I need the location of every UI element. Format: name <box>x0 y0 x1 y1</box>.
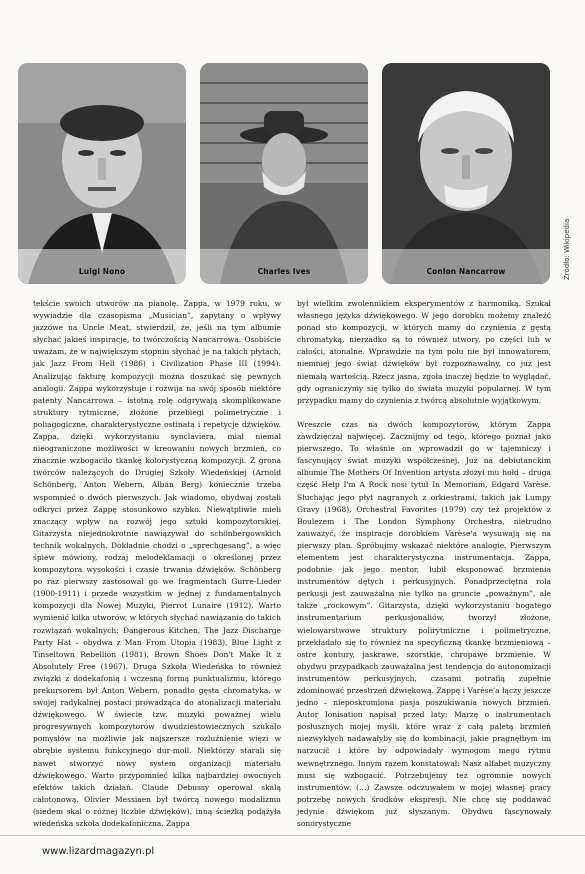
portrait-luigi-nono <box>18 63 186 284</box>
paragraph: Wreszcie czas na dwóch kompozytorów, którym Zappa zawdzięczał najwięcej. Zacznijmy od tego, którego poznał jako pierwszego. To właśnie on wprowadził go w tajemniczy i fascynujący świat muzyki współczesnej. Już na debiutanckim albumie The Mothers Of Invention artysta złożył mu hołd – druga część Help I'm A Rock nosi tytuł In Memoriam, Edgard Varèse. Słuchając jego płyt nagranych z orkiestrami, takich jak Lumpy Gravy (1968), Orchestral Favorites (1979) czy też projektów z Boulezem i The London Symphony Orchestra, nietrudno zauważyć, że inspiracje dorobkiem Varèse'a wysuwają się na pierwszy plan. Spróbujmy wskazać niektóre analogie. Pierwszym elementem jest charakterystyczna instrumentacja. Zappa, podobnie jak jego mentor, lubił eksponować brzmienia instrumentów dętych i perkusyjnych. Ponadprzeciętna rola perkusji jest zauważalna nie tylko na gruncie „poważnym”, ale także „rockowym”. Gitarzysta, dzięki wykorzystaniu bogatego instrumentarium perkusjonaliów, tworzył złożone, wielowarstwowe struktury polirytmiczne i polimetryczne, przekładało się to również na specyficzną tkankę brzmieniową – ostre kontury, jaskrawe, szorstkie, chropawe brzmienie. W obydwu przypadkach zauważalna jest tendencja do autonomizacji instrumentów perkusyjnych, czasami potrafią zupełnie zdominować przestrzeń dźwiękową. Zappę i Varèse'a łączy jeszcze jedno – nieposkromiona pasja poszukiwania nowych brzmień. Autor Ionisation napisał przed laty: Marzę o instrumentach posłusznych mojej myśli, które wraz z całą paletą brzmień niezwykłych nadawałyby się do kombinacji, jakie pragnęłbym im narzucić i które by odpowiadały wymogom mego rytmu wewnętrznego. Innym razem konstatował: Nasz alfabet muzyczny musi się wzbogacić. Potrzebujemy też ogromnie nowych instrumentów. (…) Zawsze odczuwałem w mojej własnej pracy potrzebę nowych środków ekspresji. Nie chcę się poddawać jedynie dźwiękom już słyszanym. Obydwu fascynowały sonorystyczne <box>297 419 551 829</box>
paragraph: był wielkim zwolennikiem eksperymentów z harmoniką. Szukał własnego języka dźwiękowego. W jego dorobku możemy znaleźć ponad sto kompozycji, w których mamy do czynienia z gęstą chromatyką, nierzadko są to również utwory, po części lub w całości, atonalne. Wprawdzie na tym polu nie był innowatorem, niemniej jego świat dźwięków był rozpoznawalny, co już jest niemałą wartością. Rzecz jasna, zgoła inaczej będzie to wyglądać, gdy ograniczymy się tylko do świata muzyki popularnej. W tym przypadku mamy do czynienia z twórcą absolutnie wyjątkowym. <box>297 299 551 405</box>
article-column-right <box>297 298 551 830</box>
portrait-conlon-nancarrow <box>382 63 550 284</box>
paragraph: tekście swoich utworów na pianolę. Zappa, w 1979 roku, w wywiadzie dla czasopisma „Musician”, zapytany o wpływy jazzowe na Uncle Meat, stwierdził, że, jeśli na tym albumie słychać jakieś inspiracje, to twórczością Nancarrowa. Osobiście uważam, że w największym stopniu słychać je na takich płytach, jak Jazz From Hell (1986) i Civilization Phase III (1994). Analizując fakturę kompozycji można doszukać się pewnych analogii. Zappa wykorzystuje i rozwija na swój sposób niektóre patenty Nancarrowa – istotną rolę odgrywają skomplikowane struktury rytmiczne, złożone przebiegi polimetryczne i poliagogiczne, charakterystyczne ostinata i repetycje dźwięków. Zappa, dzięki wykorzystaniu synclaviera, miał niemal nieograniczone możliwości w kreowaniu nowych brzmień, co znacznie wzbogaciło tkankę kolorystyczną kompozycji. Z grona twórców należących do Drugiej Szkoły Wiedeńskiej (Arnold Schönberg, Anton Webern, Alban Berg) koniecznie trzeba wspomnieć o dwóch pierwszych. Jak wiadomo, obydwaj zostali odkryci przez Zappę stosunkowo szybko. Niewątpliwie mieli znaczący wpływ na rozwój jego sztuki kompozytorskiej. Gitarzysta niejednokrotnie nawiązywał do schönbergowskich technik wokalnych. Dokładnie chodzi o „sprechgesang”, a więc śpiew mówiony, rodzaj melodeklamacji o określonej przez kompozytora wysokości i czasie trwania dźwięków. Schönberg po raz pierwszy zastosował go we fragmentach Gurre-Lieder (1900-1911) i przede wszystkim w jednej z fundamentalnych kompozycji dla Nowej Muzyki, Pierrot Lunaire (1912). Warto wymienić kilka utworów, w których słychać nawiązania do takich rozwiązań wokalnych: Dangerous Kitchen, The Jazz Discharge Party Hat – obydwa z Man From Utopia (1983), Blue Light z Tinseltown Rebellion (1981), Brown Shoes Don't Make It z Absolutely Free (1967). Druga Szkoła Wiedeńska to również związki z dodekafonią i wczesną formą punktualizmu, którego prekursorem był Anton Webern, ponadto gęsta chromatyka, w swojej radykalnej postaci prowadząca do atonalizacji materiału dźwiękowego. W świecie tzw. muzyki poważnej wielu progresywnych kompozytorów dwudziestowiecznych szukało pomysłów na możliwie jak najszersze rozluźnienie więzi w obrębie systemu funkcyjnego dur-moll. Niektórzy starali się nawet stworzyć nowy system organizacji materiału dźwiękowego. Warto przypomnieć kilka najbardziej owocnych efektów takich działań. Claude Debussy operował skalą całotonową, Olivier Messiaen był twórcą nowego modalizmu (siedem skal o różnej liczbie dźwięków), inną ścieżką podążyła wiedeńska szkoła dodekafoniczna. Zappa <box>33 299 281 829</box>
photo-caption: Charles Ives <box>257 267 311 276</box>
footer-url[interactable]: www.lizardmagazyn.pl <box>42 846 155 857</box>
photo-luigi-nono <box>18 63 186 284</box>
footer-divider <box>0 835 585 836</box>
photo-caption: Luigi Nono <box>78 267 126 276</box>
photo-caption: Conlon Nancarrow <box>426 267 506 276</box>
portrait-charles-ives <box>200 63 368 284</box>
article-column-left <box>33 298 281 830</box>
photo-conlon-nancarrow <box>382 63 550 284</box>
photo-charles-ives <box>200 63 368 284</box>
photo-credit: Źródło: Wikipedia <box>563 218 571 280</box>
